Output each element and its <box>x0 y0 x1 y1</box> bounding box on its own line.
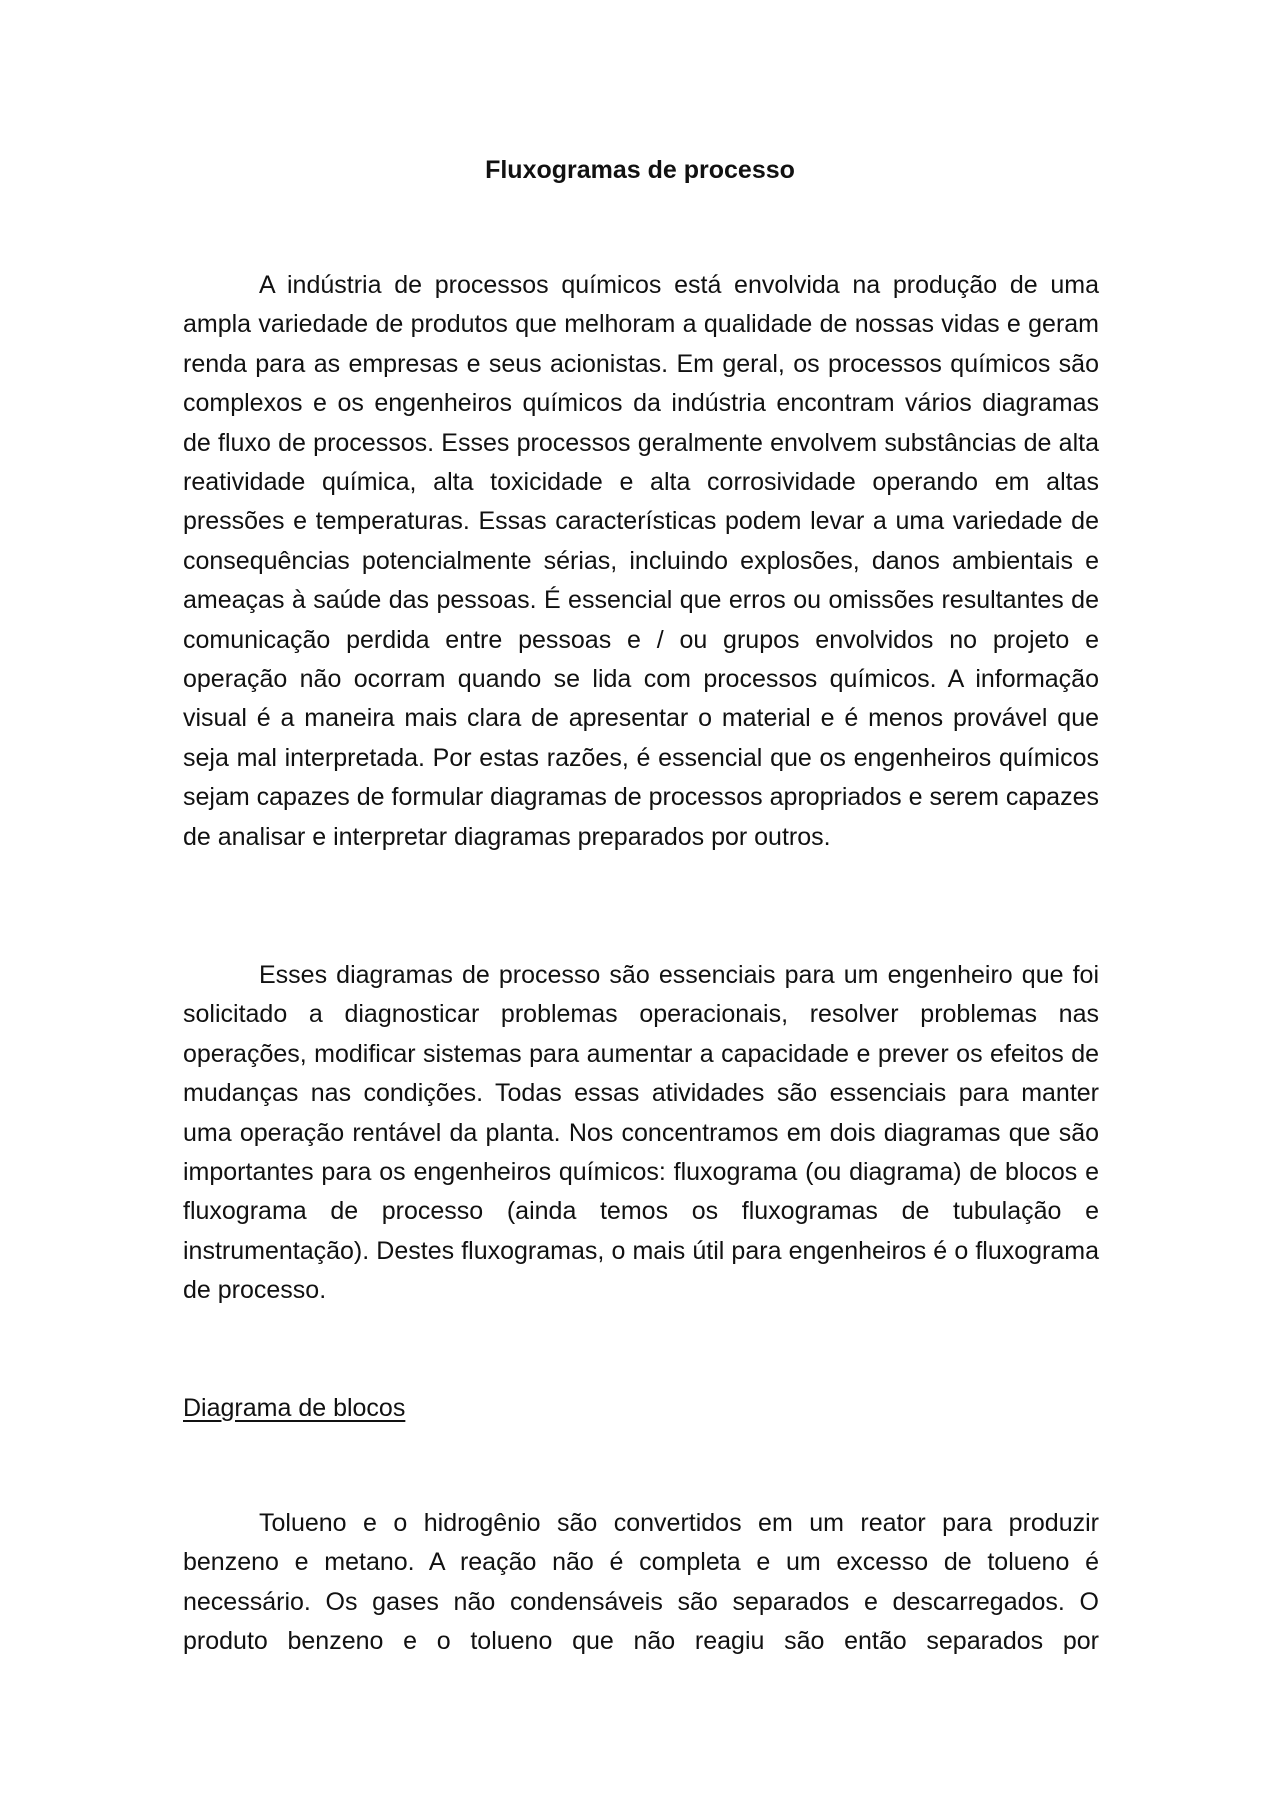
paragraph-diagrams: Esses diagramas de processo são essenciais para um engenheiro que foi solicitado a diagnosticar problemas operacionais, resolver problemas nas operações, modificar sistemas para aumentar a capacidade e prever os efeitos de mudanças nas condições. Todas essas atividades são essenciais para manter uma operação rentável da planta. Nos concentramos em dois diagramas que são importantes para os engenheiros químicos: fluxograma (ou diagrama) de blocos e fluxograma de processo (ainda temos os fluxogramas de tubulação e instrumentação). Destes fluxogramas, o mais útil para engenheiros é o fluxograma de processo. <box>183 961 1099 1305</box>
section-heading-diagrama-de-blocos: Diagrama de blocos <box>183 1394 406 1422</box>
paragraph-block-diagram: Tolueno e o hidrogênio são convertidos em um reator para produzir benzeno e metano. A reação não é completa e um excesso de tolueno é necessário. Os gases não condensáveis são separados e descarregados. O produto benzeno e o tolueno que não reagiu são então separados por <box>183 1509 1099 1656</box>
document-title: Fluxogramas de processo <box>485 156 795 184</box>
paragraph-intro: A indústria de processos químicos está envolvida na produção de uma ampla variedade de produtos que melhoram a qualidade de nossas vidas e geram renda para as empresas e seus acionistas. Em geral, os processos químicos são complexos e os engenheiros químicos da indústria encontram vários diagramas de fluxo de processos. Esses processos geralmente envolvem substâncias de alta reatividade química, alta toxicidade e alta corrosividade operando em altas pressões e temperaturas. Essas características podem levar a uma variedade de consequências potencialmente sérias, incluindo explosões, danos ambientais e ameaças à saúde das pessoas. É essencial que erros ou omissões resultantes de comunicação perdida entre pessoas e / ou grupos envolvidos no projeto e operação não ocorram quando se lida com processos químicos. A informação visual é a maneira mais clara de apresentar o material e é menos provável que seja mal interpretada. Por estas razões, é essencial que os engenheiros químicos sejam capazes de formular diagramas de processos apropriados e serem capazes de analisar e interpretar diagramas preparados por outros. <box>183 271 1099 851</box>
